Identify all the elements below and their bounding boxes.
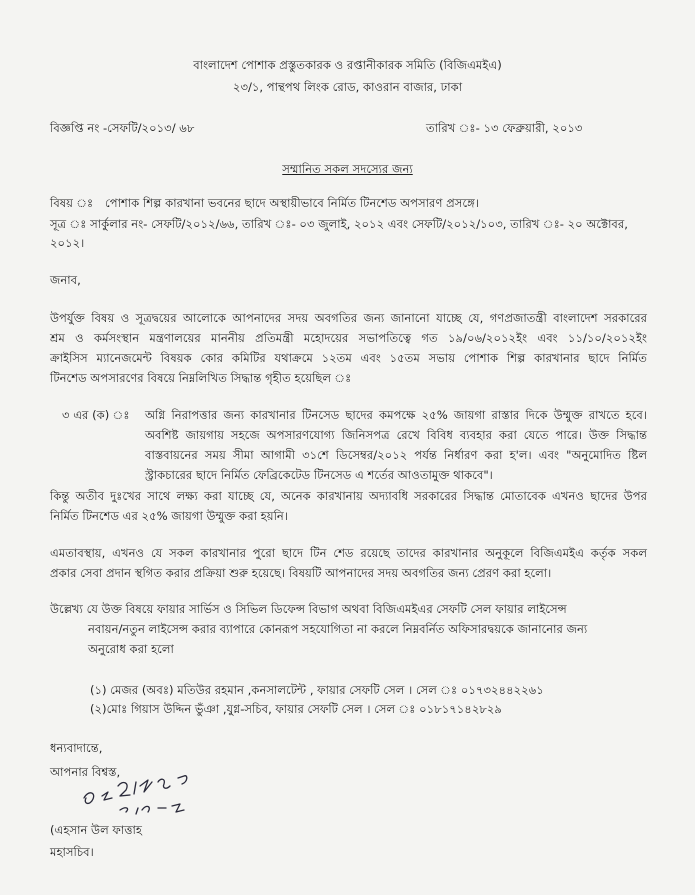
paragraph-line: প্রকার সেবা প্রদান স্থগিত করার প্রক্রিয়া শুরু হয়েছে। বিষয়টি আপনাদের সদয় অবগতির জন্য প্রেরণ করা হলো।	[50, 566, 552, 580]
organization-address: ২৩/১, পান্থপথ লিংক রোড, কাওরান বাজার, ঢাকা	[232, 80, 463, 94]
handwritten-signature	[80, 768, 210, 816]
reference-line: সূত্র ঃ সার্কুলার নং- সেফটি/২০১২/৬৬, তারিখ ঃ- ০৩ জুলাই, ২০১২ এবং সেফটি/২০১২/১০৩, তারিখ ঃ- ২০ অক্টোবর,	[50, 217, 628, 231]
paragraph-line: উল্লেখ্য যে উক্ত বিষয়ে ফায়ার সার্ভিস ও সিভিল ডিফেন্স বিভাগ অথবা বিজিএমইএর সেফটি সেল ফায়ার লাইসেন্স	[50, 602, 567, 616]
decision-line: স্ট্রাকচারের ছাদে নির্মিত ফেব্রিকেটেড টিনসেড এ শর্তের আওতামুক্ত থাকবে"।	[145, 468, 493, 482]
notice-number: বিজ্ঞপ্তি নং -সেফটি/২০১৩/ ৬৮	[50, 121, 195, 135]
reference-line: ২০১২।	[50, 236, 85, 250]
addressee: সম্মানিত সকল সদস্যের জন্য	[282, 162, 413, 176]
subject-label: বিষয় ঃ	[50, 196, 94, 210]
salutation: জনাব,	[50, 273, 81, 287]
paragraph-line: নবায়ন/নতুন লাইসেন্স করার ব্যাপারে কোনরূপ সহযোগিতা না করলে নিম্নবর্নিত অফিসারদ্বয়কে জানানোর জন্য	[88, 622, 588, 636]
paragraph-line: অনুরোধ করা হলো	[88, 642, 174, 656]
paragraph-line: উপর্যুক্ত বিষয় ও সূত্রদ্বয়ের আলোকে আপনাদের সদয় অবগতির জন্য জানানো যাচ্ছে যে, গণপ্রজাতন্ত্রী বাংলাদেশ সরকারের	[50, 311, 647, 325]
paragraph-line: কিন্তু অতীব দুঃখের সাথে লক্ষ্য করা যাচ্ছে যে, অনেক কারখানায় অদ্যাবধি সরকারের সিদ্ধান্ত মোতাবেক এখনও ছাদের উপর	[50, 489, 647, 503]
paragraph-line: ক্রাইসিস ম্যানেজমেন্ট বিষয়ক কোর কমিটির যথাক্রমে ১২তম এবং ১৫তম সভায় পোশাক শিল্প কারখানার ছাদে নির্মিত	[50, 351, 647, 365]
decision-line: অবশিষ্ট জায়গায় সহজে অপসারণযোগ্য জিনিসপত্র রেখে বিবিধ ব্যবহার করা যেতে পারে। উক্ত সিদ্ধান্ত	[145, 428, 647, 442]
officer-entry: (২)মোঃ গিয়াস উদ্দিন ভুঁঞা ,যুগ্ন-সচিব, ফায়ার সেফটি সেল । সেল ঃ ০১৮১৭১৪২৮২৯	[90, 702, 502, 716]
closing-yours: আপনার বিশ্বস্ত,	[50, 765, 121, 779]
officer-entry: (১) মেজর (অবঃ) মতিউর রহমান ,কনসালটেন্ট , ফায়ার সেফটি সেল । সেল ঃ ০১৭৩২৪৪২২৬১	[90, 683, 544, 697]
signatory-name: (এহসান উল ফাত্তাহ	[50, 823, 142, 837]
signatory-designation: মহাসচিব।	[50, 845, 94, 859]
paragraph-line: নির্মিত টিনশেড এর ২৫% জায়গা উম্মুক্ত করা হয়নি।	[50, 509, 288, 523]
closing-thanks: ধন্যবাদান্তে,	[50, 741, 103, 755]
organization-name: বাংলাদেশ পোশাক প্রস্তুতকারক ও রপ্তানীকারক সমিতি (বিজিএমইএ)	[193, 58, 502, 72]
decision-line: বাস্তবায়নের সময় সীমা আগামী ৩১শে ডিসেম্বর/২০১২ পর্যন্ত নির্ধারণ করা হ'ল। এবং "অনুমোদিত ষ্টিল	[145, 448, 647, 462]
paragraph-line: শ্রম ও কর্মসংস্থান মন্ত্রণালয়ের মাননীয় প্রতিমন্ত্রী মহোদয়ের সভাপতিত্বে গত ১৯/০৬/২০১২ইং এবং ১১/১০/২০১২ইং	[50, 331, 647, 345]
decision-label: ৩ এর (ক) ঃ	[62, 408, 130, 422]
subject-text: পোশাক শিল্প কারখানা ভবনের ছাদে অস্থায়ীভাবে নির্মিত টিনশেড অপসারণ প্রসঙ্গে।	[105, 196, 479, 210]
notice-date: তারিখ ঃ- ১৩ ফেব্রুয়ারী, ২০১৩	[426, 121, 583, 135]
paragraph-line: এমতাবস্থায়, এখনও যে সকল কারখানার পুরো ছাদে টিন শেড রয়েছে তাদের কারখানার অনুকূলে বিজিএমইএ কর্তৃক সকল	[50, 546, 647, 560]
decision-line: অগ্নি নিরাপত্তার জন্য কারখানার টিনসেড ছাদের কমপক্ষে ২৫% জায়গা রাস্তার দিকে উম্মুক্ত রাখতে হবে।	[145, 408, 647, 422]
paragraph-line: টিনশেড অপসারণের বিষয়ে নিম্নলিখিত সিদ্ধান্ত গৃহীত হয়েছিল ঃ	[50, 371, 352, 385]
